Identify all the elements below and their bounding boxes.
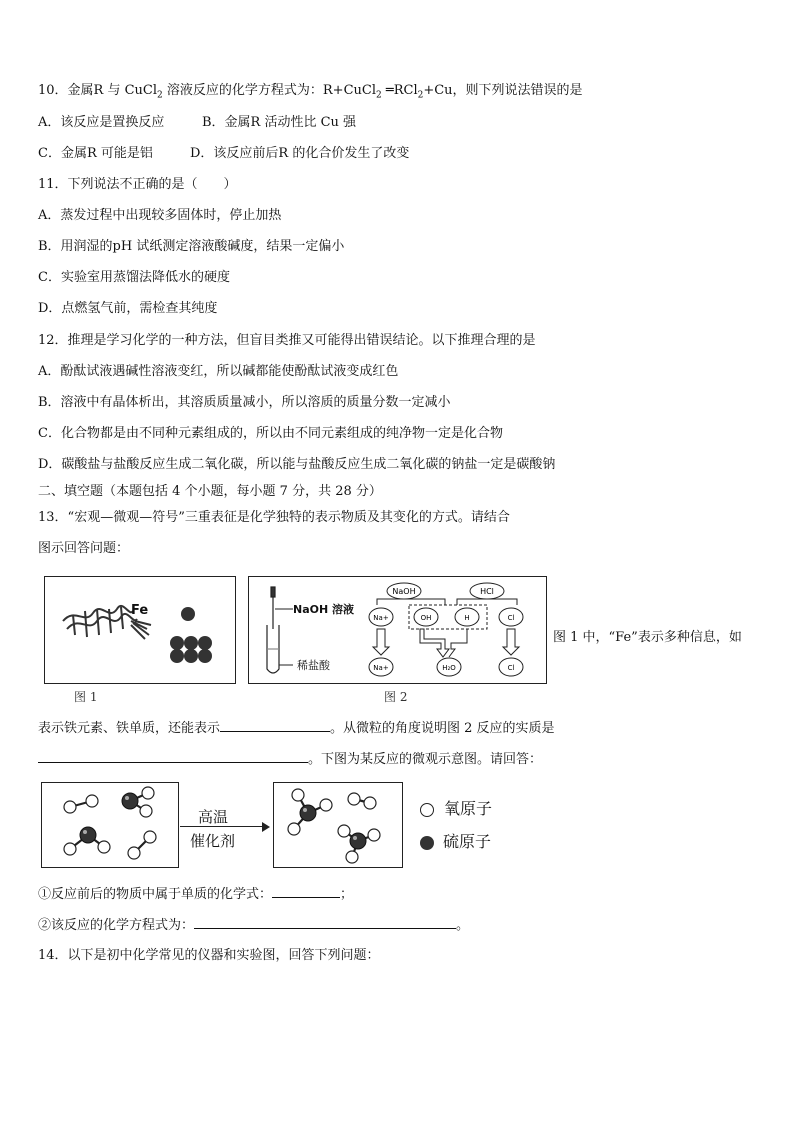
iron-atom-single [181, 607, 195, 621]
oxygen-atom-icon [420, 803, 434, 817]
q10-option-b: B．金属R 活动性比 Cu 强 [202, 115, 357, 130]
q10-option-d: D．该反应前后R 的化合价发生了改变 [190, 146, 410, 161]
product-na: Na+ [373, 664, 389, 672]
ion-oh: OH [420, 614, 432, 622]
q12-option-b: B．溶液中有晶体析出，其溶质质量减小，所以溶质的质量分数一定减小 [38, 395, 451, 410]
q13-stem-line2: 图示回答问题： [38, 541, 130, 556]
q13-stem-line1: 13．“宏观—微观—符号”三重表征是化学独特的表示物质及其变化的方式。请结合 [38, 510, 510, 525]
answer-blank-4[interactable] [194, 916, 456, 929]
q13-line3: 表示铁元素、铁单质，还能表示 。从微粒的角度说明图 2 反应的实质是 [38, 721, 555, 736]
reagent-naoh: NaOH 溶液 [293, 603, 355, 616]
q10-stem: 10．金属R 与 CuCl$_2$ 溶液反应的化学方程式为：R+CuCl$_2$ ═RCl$_2$+Cu，则下列说法错误的是 [38, 83, 583, 101]
q10-option-a: A．该反应是置换反应 [38, 115, 165, 130]
fe-symbol: Fe [131, 603, 149, 618]
answer-blank-3[interactable] [272, 885, 340, 898]
q13-sub1: ①反应前后的物质中属于单质的化学式： ； [38, 887, 354, 902]
answer-blank-2[interactable] [38, 750, 308, 763]
compound-naoh: NaOH [392, 587, 416, 596]
q12-stem: 12．推理是学习化学的一种方法，但盲目类推又可能得出错误结论。以下推理合理的是 [38, 333, 536, 348]
ion-h: H [464, 614, 470, 622]
reaction-after-box [273, 782, 403, 868]
reaction-arrows [373, 629, 519, 657]
figure-2-neutralization [248, 576, 547, 684]
condition-catalyst: 催化剂 [190, 832, 236, 850]
compound-hcl: HCl [480, 587, 494, 596]
ion-na: Na+ [373, 614, 389, 622]
iron-atom-cluster [170, 636, 212, 663]
reagent-hcl: 稀盐酸 [297, 659, 330, 672]
ion-cl: Cl [507, 614, 515, 622]
q13-side-text: 图 1 中，“Fe”表示多种信息，如 [553, 630, 742, 645]
product-water: H₂O [442, 664, 456, 672]
q11-option-d: D．点燃氢气前，需检查其纯度 [38, 301, 218, 316]
q11-stem: 11．下列说法不正确的是（ ） [38, 177, 237, 192]
q13-sub2: ②该反应的化学方程式为： 。 [38, 918, 470, 933]
answer-blank-1[interactable] [220, 719, 330, 732]
product-cl: Cl [507, 664, 515, 672]
q12-option-c: C．化合物都是由不同种元素组成的，所以由不同元素组成的纯净物一定是化合物 [38, 426, 503, 441]
figure-2-caption: 图 2 [384, 690, 408, 704]
legend-oxygen: 氧原子 [420, 796, 492, 819]
sulfur-atom-icon [420, 836, 434, 850]
reaction-arrow [180, 806, 270, 850]
figure-1-caption: 图 1 [74, 690, 98, 704]
q11-option-a: A．蒸发过程中出现较多固体时，停止加热 [38, 208, 282, 223]
reaction-before-box [41, 782, 179, 868]
figure-1-iron [44, 576, 236, 684]
q11-option-c: C．实验室用蒸馏法降低水的硬度 [38, 270, 230, 285]
q12-option-d: D．碳酸盐与盐酸反应生成二氧化碳，所以能与盐酸反应生成二氧化碳的钠盐一定是碳酸钠 [38, 457, 556, 472]
test-tube-icon [267, 587, 279, 673]
condition-high-temp: 高温 [198, 808, 229, 826]
section-heading: 二、填空题（本题包括 4 个小题，每小题 7 分，共 28 分） [38, 484, 382, 499]
legend-sulfur: 硫原子 [420, 829, 491, 852]
q14-stem: 14．以下是初中化学常见的仪器和实验图，回答下列问题： [38, 948, 380, 963]
q11-option-b: B．用润湿的pH 试纸测定溶液酸碱度，结果一定偏小 [38, 239, 345, 254]
q10-option-c: C．金属R 可能是铝 [38, 146, 153, 161]
q13-line4: 。下图为某反应的微观示意图。请回答： [38, 750, 542, 768]
q12-option-a: A．酚酞试液遇碱性溶液变红，所以碱都能使酚酞试液变成红色 [38, 364, 399, 379]
